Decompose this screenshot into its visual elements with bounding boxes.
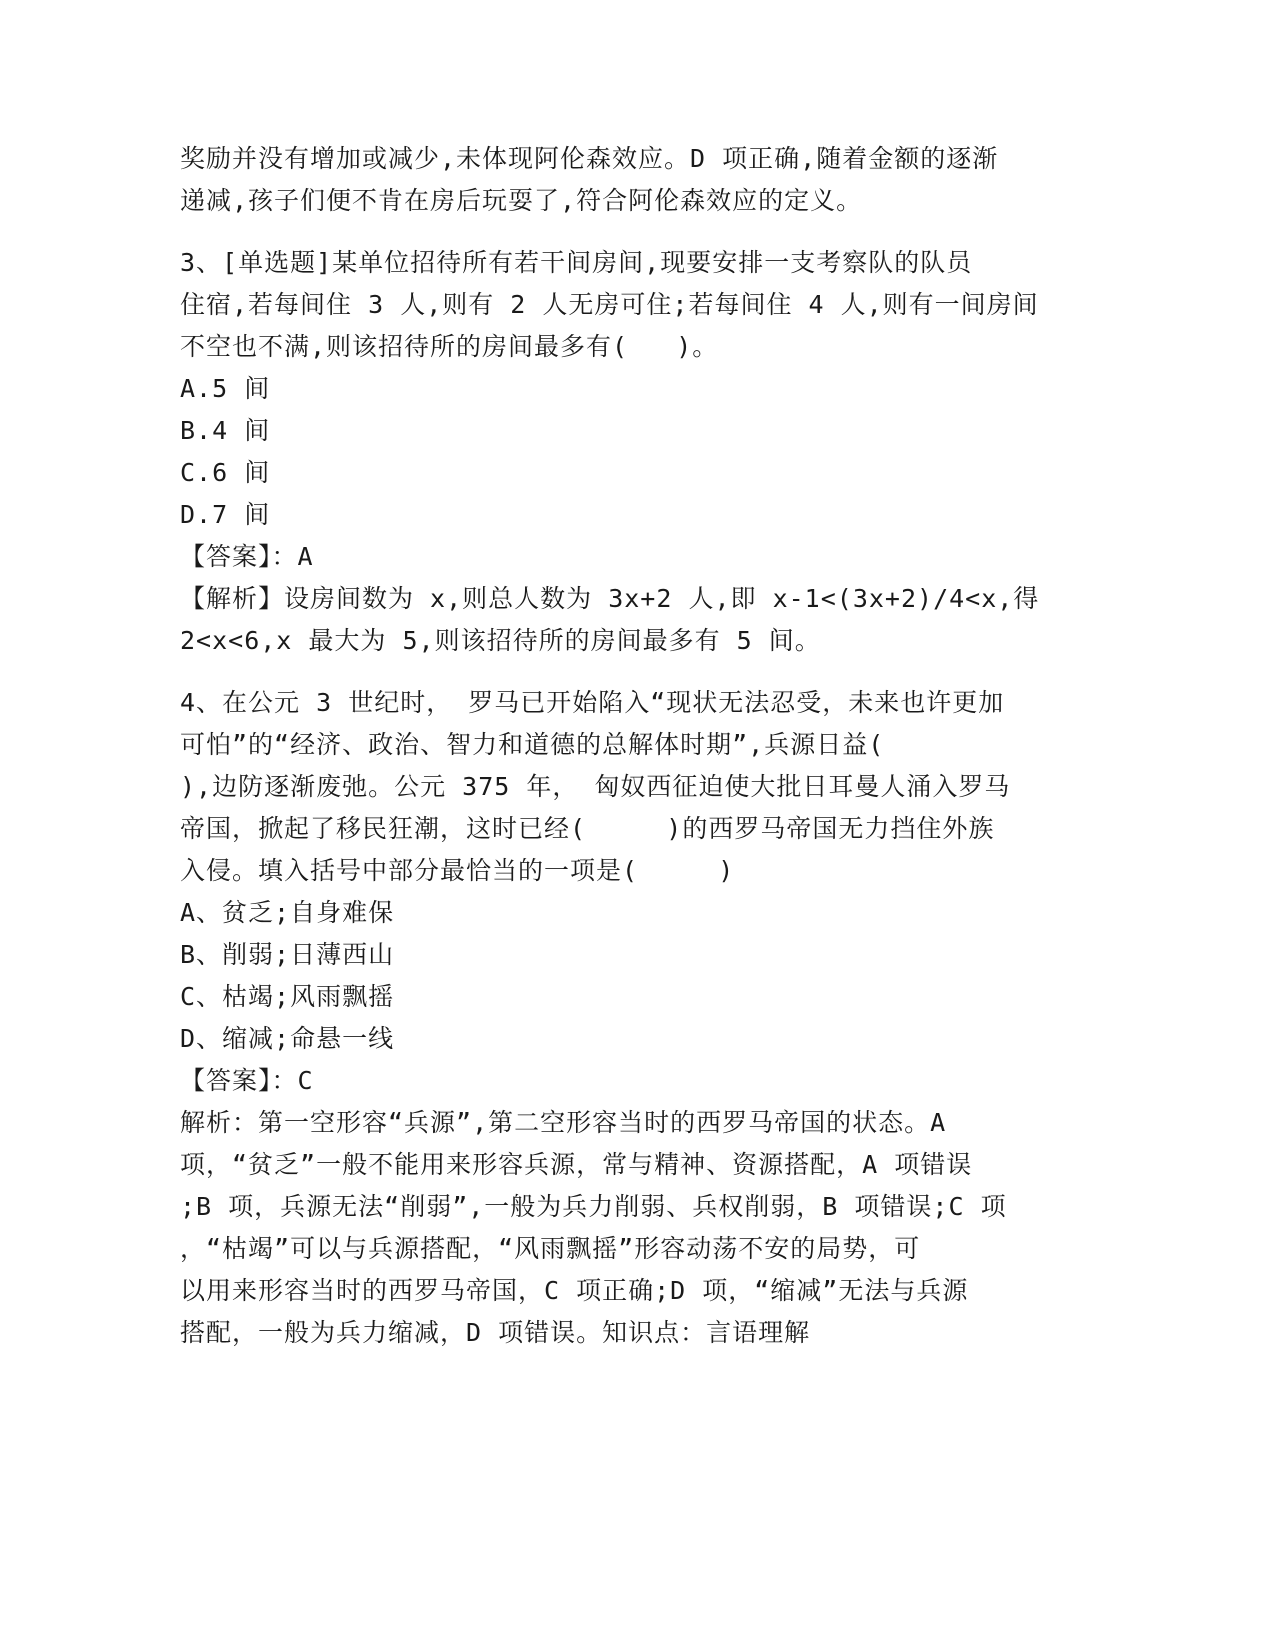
analysis-line: 2<x<6,x 最大为 5,则该招待所的房间最多有 5 间。: [180, 626, 821, 655]
option-b: B.4 间: [180, 416, 271, 445]
analysis-line: 项，“贫乏”一般不能用来形容兵源，常与精神、资源搭配，A 项错误: [180, 1150, 973, 1179]
question-text-line: 住宿,若每间住 3 人,则有 2 人无房可住;若每间住 4 人,则有一间房间: [180, 290, 1039, 319]
analysis-line: ，“枯竭”可以与兵源搭配，“风雨飘摇”形容动荡不安的局势，可: [180, 1234, 921, 1263]
question-text-line: 入侵。填入括号中部分最恰当的一项是( ): [180, 856, 735, 885]
text-line: 递减,孩子们便不肯在房后玩耍了,符合阿伦森效应的定义。: [180, 186, 863, 215]
answer-line: 【答案】：C: [180, 1066, 314, 1095]
analysis-line: 【解析】设房间数为 x,则总人数为 3x+2 人,即 x-1<(3x+2)/4<x,得: [180, 584, 1040, 613]
option-c: C.6 间: [180, 458, 271, 487]
analysis-line: 搭配，一般为兵力缩减，D 项错误。知识点：言语理解: [180, 1318, 811, 1347]
question-4: [180, 682, 1040, 1354]
spacer: [180, 222, 1040, 242]
question-text-line: 3、[单选题]某单位招待所有若干间房间,现要安排一支考察队的队员: [180, 248, 973, 277]
spacer: [180, 662, 1040, 682]
analysis-line: 解析：第一空形容“兵源”,第二空形容当时的西罗马帝国的状态。A: [180, 1108, 947, 1137]
question-text-line: 可怕”的“经济、政治、智力和道德的总解体时期”,兵源日益(: [180, 730, 885, 759]
analysis-line: ;B 项，兵源无法“削弱”,一般为兵力削弱、兵权削弱，B 项错误;C 项: [180, 1192, 1007, 1221]
question-text-line: 不空也不满,则该招待所的房间最多有( )。: [180, 332, 719, 361]
option-c: C、枯竭;风雨飘摇: [180, 982, 395, 1011]
question-3: [180, 242, 1040, 662]
text-line: 奖励并没有增加或减少,未体现阿伦森效应。D 项正确,随着金额的逐渐: [180, 144, 999, 173]
previous-analysis-continuation: [180, 138, 1040, 222]
option-d: D、缩减;命悬一线: [180, 1024, 395, 1053]
option-b: B、削弱;日薄西山: [180, 940, 395, 969]
question-text-line: 帝国，掀起了移民狂潮，这时已经( )的西罗马帝国无力挡住外族: [180, 814, 995, 843]
option-a: A、贫乏;自身难保: [180, 898, 395, 927]
question-text-line: 4、在公元 3 世纪时， 罗马已开始陷入“现状无法忍受，未来也许更加: [180, 688, 1005, 717]
document-page: [180, 138, 1040, 1354]
question-text-line: ),边防逐渐废弛。公元 375 年， 匈奴西征迫使大批日耳曼人涌入罗马: [180, 772, 1011, 801]
analysis-line: 以用来形容当时的西罗马帝国，C 项正确;D 项，“缩减”无法与兵源: [180, 1276, 969, 1305]
option-d: D.7 间: [180, 500, 271, 529]
answer-line: 【答案】：A: [180, 542, 314, 571]
option-a: A.5 间: [180, 374, 271, 403]
